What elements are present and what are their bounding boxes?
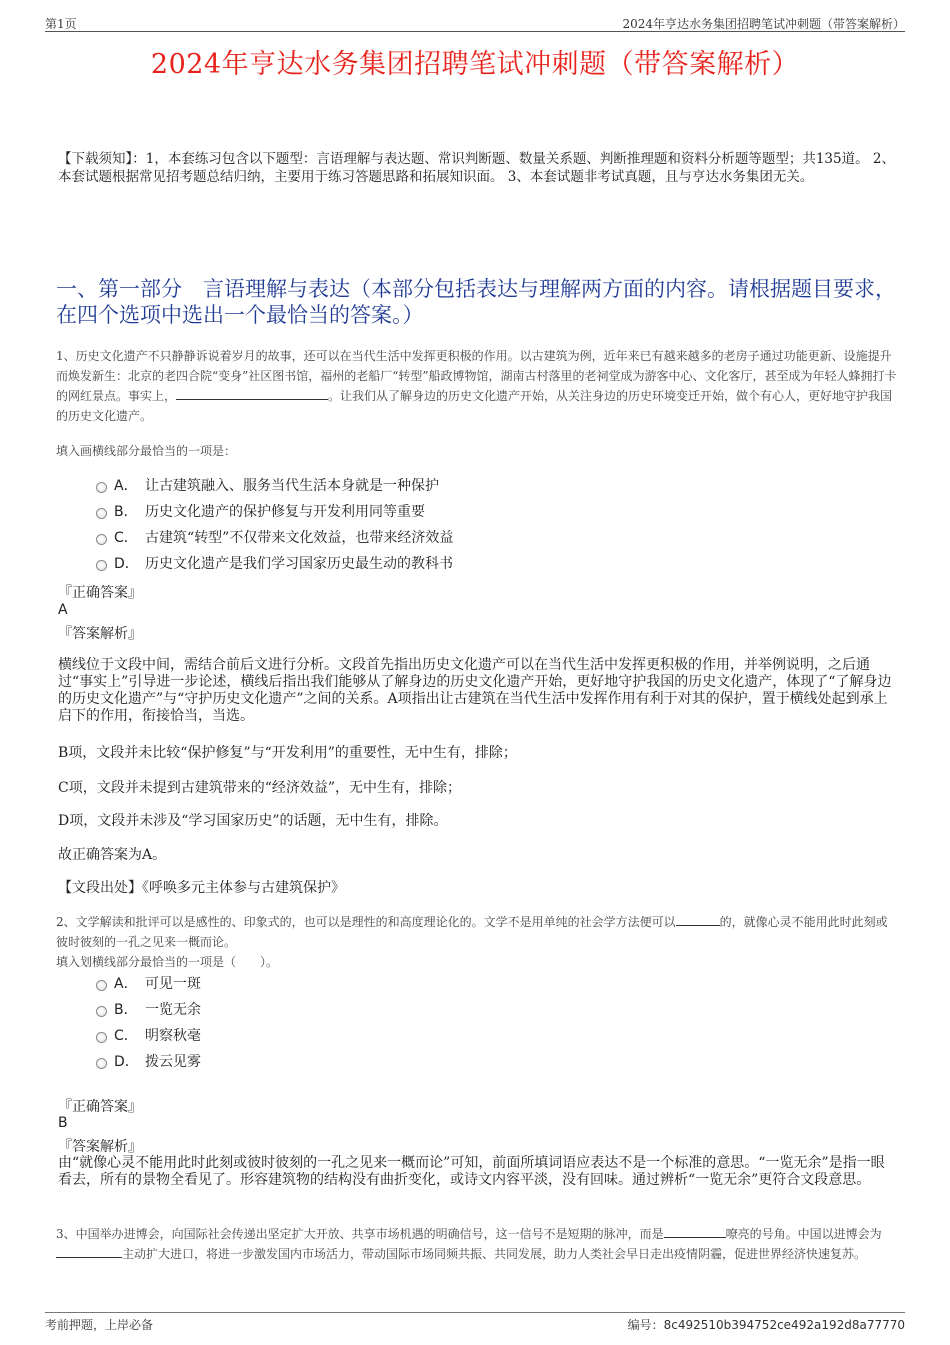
radio-icon[interactable]: [96, 560, 107, 571]
option-b[interactable]: B． 一览无余: [96, 1000, 796, 1026]
download-notice: 【下载须知】：1，本套练习包含以下题型：言语理解与表达题、常识判断题、数量关系题、判断推理题和资料分析题等题型；共135道。 2、本套试题根据常见招考题总结归纳，主要用于练习答题思路和拓展知识面。 3、本套试题非考试真题，且与亨达水务集团无关。: [58, 151, 895, 185]
document-title: 2024年亨达水务集团招聘笔试冲刺题（带答案解析）: [150, 49, 800, 80]
explanation-paragraph: 由“就像心灵不能用此时此刻或彼时彼刻的一孔之见来一概而论”可知，前面所填词语应表达不是一个标准的意思。“一览无余”是指一眼看去，所有的景物全看见了。形容建筑物的结构没有曲折变化，或诗文内容平淡，没有回味。通过辨析“一览无余”更符合文段意思。: [58, 1155, 885, 1188]
radio-icon[interactable]: [96, 534, 107, 545]
page-header: [45, 14, 905, 32]
explanation-paragraph: 横线位于文段中间，需结合前后文进行分析。文段首先指出历史文化遗产可以在当代生活中发挥更积极的作用，并举例说明，之后通过“事实上”引导进一步论述，横线后指出我们能够从了解身边的历史文化遗产开始，更好地守护我国的历史文化遗产，体现了“了解身边的历史文化遗产”与“守护历史文化遗产”之间的关系。A项指出让古建筑在当代生活中发挥作用有利于对其的保护，置于横线处起到承上启下的作用，衔接恰当，当选。: [58, 657, 892, 724]
explanation-paragraph: 故正确答案为A。: [58, 847, 167, 863]
source-citation: 【文段出处】《呼唤多元主体参与古建筑保护》: [58, 880, 345, 896]
option-c[interactable]: C． 明察秋毫: [96, 1026, 796, 1052]
explanation-label: 『答案解析』: [58, 1139, 142, 1155]
radio-icon[interactable]: [96, 1032, 107, 1043]
document-id: 编号：8c492510b394752ce492a192d8a77770: [627, 1318, 905, 1332]
radio-icon[interactable]: [96, 482, 107, 493]
radio-icon[interactable]: [96, 508, 107, 519]
explanation-paragraph: C项，文段并未提到古建筑带来的“经济效益”，无中生有，排除；: [58, 780, 462, 796]
fill-blank: [56, 1244, 122, 1258]
question-2-stem: 2、文学解读和批评可以是感性的、印象式的，也可以是理性的和高度理论化的。文学不是用单纯的社会学方法便可以 的，就像心灵不能用此时此刻或彼时彼刻的一孔之见来一概而论。: [56, 912, 898, 952]
question-2-prompt: 填入划横线部分最恰当的一项是（ ）。: [56, 955, 279, 969]
option-b[interactable]: B． 历史文化遗产的保护修复与开发利用同等重要: [96, 502, 796, 528]
explanation-label: 『答案解析』: [58, 626, 142, 642]
radio-icon[interactable]: [96, 1058, 107, 1069]
section-heading: 一、第一部分 言语理解与表达（本部分包括表达与理解两方面的内容。请根据题目要求，在四个选项中选出一个最恰当的答案。）: [56, 277, 896, 327]
explanation-paragraph: B项，文段并未比较“保护修复”与“开发利用”的重要性，无中生有，排除；: [58, 745, 517, 761]
page-number: 第1页: [45, 17, 77, 31]
page-footer: [45, 1312, 905, 1332]
fill-blank: [176, 386, 328, 400]
header-doc-title: 2024年亨达水务集团招聘笔试冲刺题（带答案解析）: [622, 17, 905, 31]
answer-label: 『正确答案』: [58, 1099, 142, 1115]
fill-blank: [676, 912, 720, 926]
radio-icon[interactable]: [96, 1006, 107, 1017]
footer-slogan: 考前押题，上岸必备: [45, 1318, 154, 1332]
answer-value: B: [58, 1115, 68, 1131]
option-c[interactable]: C． 古建筑“转型”不仅带来文化效益，也带来经济效益: [96, 528, 796, 554]
question-1-options: [96, 476, 796, 580]
question-2-options: [96, 974, 796, 1078]
explanation-paragraph: D项，文段并未涉及“学习国家历史”的话题，无中生有，排除。: [58, 813, 448, 829]
answer-label: 『正确答案』: [58, 585, 142, 601]
question-3-stem: 3、中国举办进博会，向国际社会传递出坚定扩大开放、共享市场机遇的明确信号，这一信号不是短期的脉冲，而是 嘹亮的号角。中国以进博会为主动扩大进口，将进一步激发国内市场活力，带动国际市场同频共振、共同发展，助力人类社会早日走出疫情阴霾，促进世界经济快速复苏。: [56, 1224, 898, 1264]
question-1-stem: 1、历史文化遗产不只静静诉说着岁月的故事，还可以在当代生活中发挥更积极的作用。以古建筑为例，近年来已有越来越多的老房子通过功能更新、设施提升而焕发新生：北京的老四合院“变身”社区图书馆，福州的老船厂“转型”船政博物馆，湖南古村落里的老祠堂成为游客中心、文化客厅，甚至成为年轻人蜂拥打卡的网红景点。事实上， 。让我们从了解身边的历史文化遗产开始，从关注身边的历史环境变迁开始，做个有心人，更好地守护我国的历史文化遗产。: [56, 349, 897, 423]
question-1-prompt: 填入画横线部分最恰当的一项是：: [56, 444, 237, 458]
option-d[interactable]: D． 历史文化遗产是我们学习国家历史最生动的教科书: [96, 554, 796, 580]
fill-blank: [664, 1224, 726, 1238]
option-a[interactable]: A． 让古建筑融入、服务当代生活本身就是一种保护: [96, 476, 796, 502]
radio-icon[interactable]: [96, 980, 107, 991]
option-a[interactable]: A． 可见一斑: [96, 974, 796, 1000]
answer-value: A: [58, 602, 68, 618]
option-d[interactable]: D． 拨云见雾: [96, 1052, 796, 1078]
